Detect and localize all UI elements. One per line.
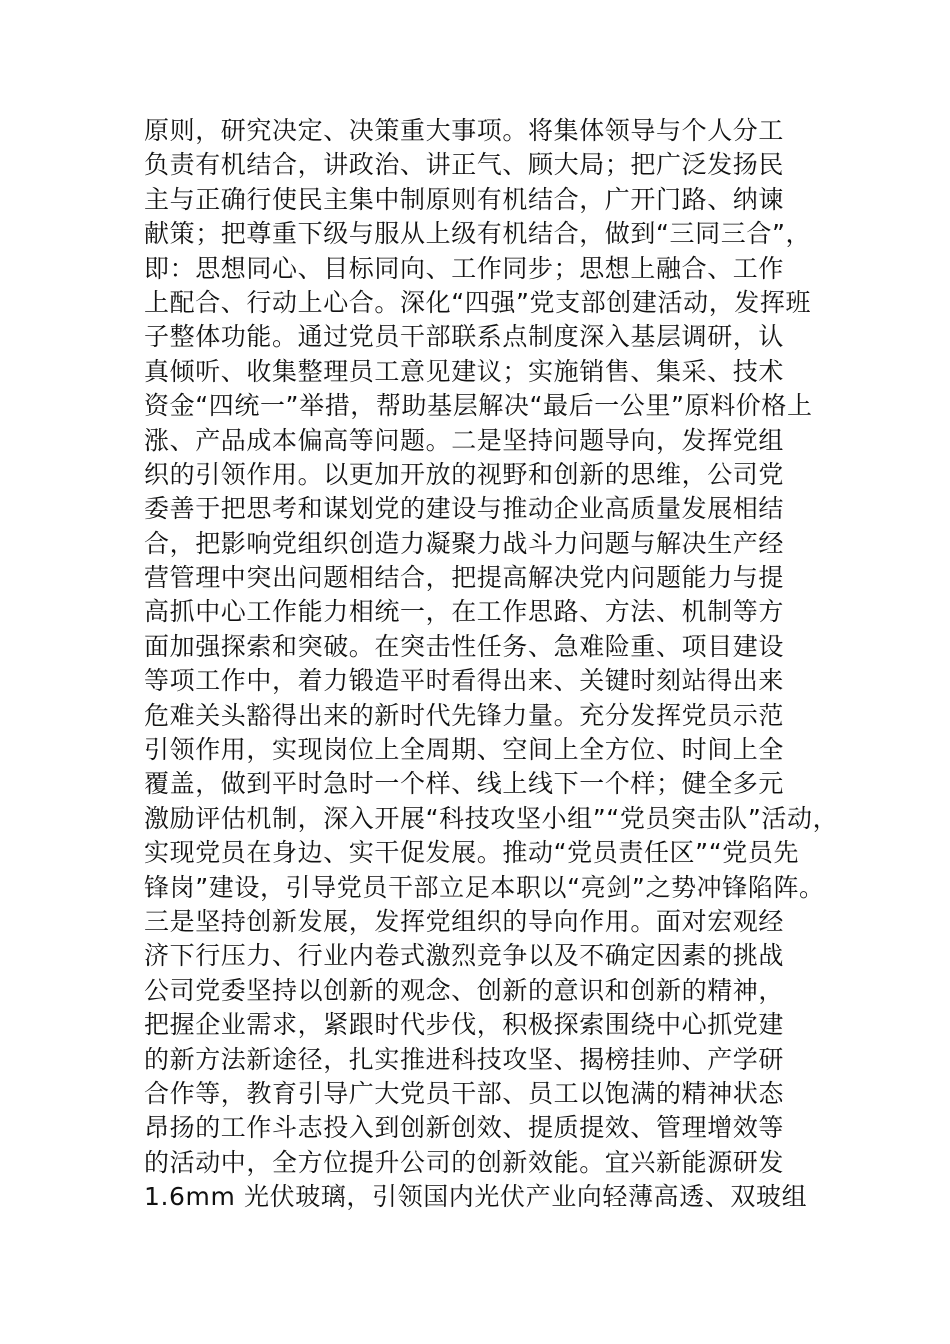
text-line: 的新方法新途径，扎实推进科技攻坚、揭榜挂帅、产学研 (144, 1044, 785, 1074)
text-line: 等项工作中，着力锻造平时看得出来、关键时刻站得出来 (144, 666, 785, 696)
body-text (144, 114, 844, 1215)
text-line: 委善于把思考和谋划党的建设与推动企业高质量发展相结 (144, 494, 785, 524)
text-line: 实现党员在身边、实干促发展。推动“党员责任区”“党员先 (144, 838, 800, 868)
text-line: 献策；把尊重下级与服从上级有机结合，做到“三同三合”， (144, 219, 812, 249)
text-line: 上配合、行动上心合。深化“四强”党支部创建活动，发挥班 (144, 287, 812, 317)
text-line: 危难关头豁得出来的新时代先锋力量。充分发挥党员示范 (144, 700, 785, 730)
text-line: 主与正确行使民主集中制原则有机结合，广开门路、纳谏 (144, 184, 785, 214)
text-line: 面加强探索和突破。在突击性任务、急难险重、项目建设 (144, 631, 785, 661)
text-line: 高抓中心工作能力相统一，在工作思路、方法、机制等方 (144, 597, 785, 627)
text-line: 原则，研究决定、决策重大事项。将集体领导与个人分工 (144, 116, 785, 145)
text-line: 的活动中，全方位提升公司的创新效能。宜兴新能源研发 (144, 1147, 785, 1177)
text-line: 营管理中突出问题相结合，把提高解决党内问题能力与提 (144, 563, 785, 593)
text-line: 负责有机结合，讲政治、讲正气、顾大局；把广泛发扬民 (144, 150, 785, 180)
text-line: 覆盖，做到平时急时一个样、线上线下一个样；健全多元 (144, 769, 785, 799)
text-line: 真倾听、收集整理员工意见建议；实施销售、集采、技术 (144, 356, 785, 386)
text-line: 涨、产品成本偏高等问题。二是坚持问题导向，发挥党组 (144, 425, 785, 455)
text-line: 子整体功能。通过党员干部联系点制度深入基层调研，认 (144, 322, 785, 352)
text-line: 引领作用，实现岗位上全周期、空间上全方位、时间上全 (144, 735, 785, 765)
text-line: 织的引领作用。以更加开放的视野和创新的思维，公司党 (144, 459, 785, 489)
text-line: 即：思想同心、目标同向、工作同步；思想上融合、工作 (144, 253, 785, 283)
text-line: 昂扬的工作斗志投入到创新创效、提质提效、管理增效等 (144, 1113, 785, 1143)
text-line: 三是坚持创新发展，发挥党组织的导向作用。面对宏观经 (144, 906, 785, 936)
text-line: 资金“四统一”举措，帮助基层解决“最后一公里”原料价格上 (144, 391, 813, 421)
text-line: 1.6mm 光伏玻璃，引领国内光伏产业向轻薄高透、双玻组 (144, 1182, 808, 1212)
text-line: 激励评估机制，深入开展“科技攻坚小组”“党员突击队”活动， (144, 803, 839, 833)
text-line: 合作等，教育引导广大党员干部、员工以饱满的精神状态 (144, 1078, 785, 1108)
text-line: 合，把影响党组织创造力凝聚力战斗力问题与解决生产经 (144, 528, 785, 558)
text-line: 济下行压力、行业内卷式激烈竞争以及不确定因素的挑战 (144, 941, 785, 971)
text-line: 公司党委坚持以创新的观念、创新的意识和创新的精神， (144, 975, 785, 1005)
text-line: 锋岗”建设，引导党员干部立足本职以“亮剑”之势冲锋陷阵。 (144, 872, 825, 902)
text-line: 把握企业需求，紧跟时代步伐，积极探索围绕中心抓党建 (144, 1010, 785, 1040)
